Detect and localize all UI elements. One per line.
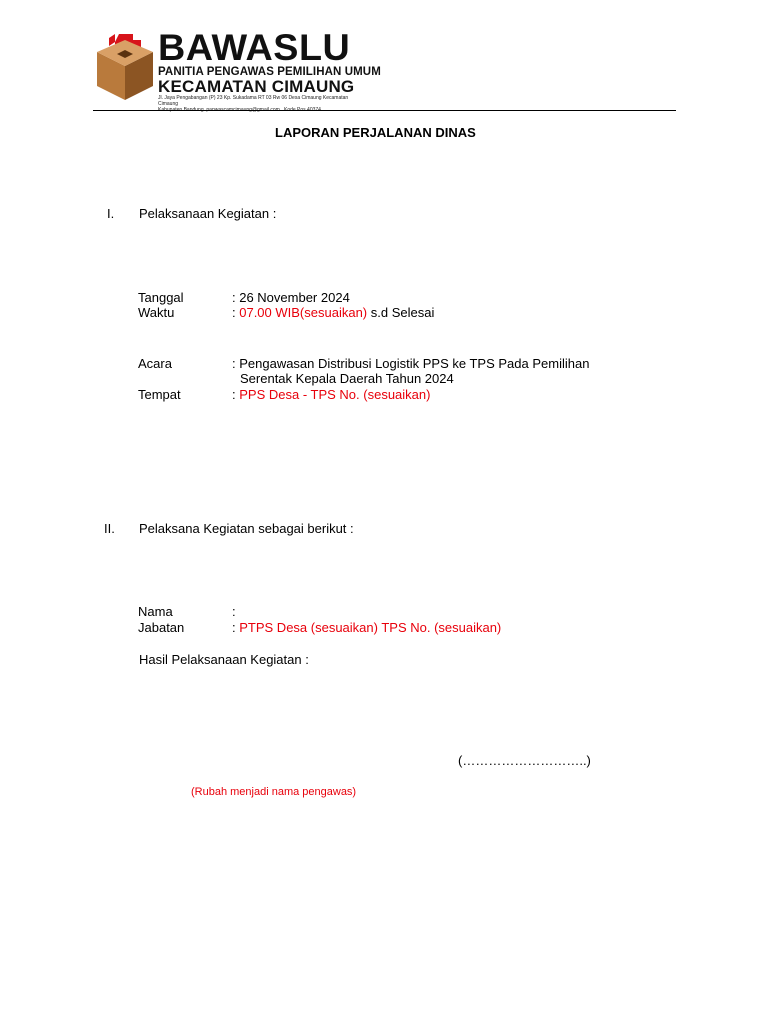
acara-label: Acara [138,356,172,371]
waktu-value-placeholder: 07.00 WIB(sesuaikan) [239,305,368,320]
nama-label: Nama [138,604,173,619]
org-address-line-1: Jl. Jaya Pengabangan (P) 23 Kp. Sukadama RT 03 Rw 06 Desa Cimaung Kecamatan Cimaung [158,95,349,107]
section-2-numeral: II. [104,521,115,536]
jabatan-value: : PTPS Desa (sesuaikan) TPS No. (sesuaikan) [232,620,502,635]
letterhead-divider [93,110,676,111]
org-subtitle-1: PANITIA PENGAWAS PEMILIHAN UMUM [158,66,381,78]
signature-note: (Rubah menjadi nama pengawas) [191,786,357,798]
tanggal-label: Tanggal [138,290,184,305]
hasil-label: Hasil Pelaksanaan Kegiatan : [139,652,309,667]
waktu-value: : 07.00 WIB(sesuaikan) s.d Selesai [232,305,435,320]
jabatan-value-placeholder: PTPS Desa (sesuaikan) TPS No. (sesuaikan) [239,620,502,635]
acara-value-line-2: Serentak Kepala Daerah Tahun 2024 [240,371,454,386]
tempat-value: : PPS Desa - TPS No. (sesuaikan) [232,387,431,402]
org-name: BAWASLU [158,27,351,68]
tempat-value-placeholder: PPS Desa - TPS No. (sesuaikan) [239,387,431,402]
acara-value-line-1: : Pengawasan Distribusi Logistik PPS ke TPS Pada Pemilihan [232,356,590,371]
tempat-label: Tempat [138,387,181,402]
section-1-heading: Pelaksanaan Kegiatan : [139,206,277,221]
nama-value: : [232,604,236,619]
tanggal-value: : 26 November 2024 [232,290,350,305]
org-address-line-2: Kabupaten Bandung. panwascamcimaung@gmail.com . Kode Pos 40374 [158,107,321,113]
letterhead-block [158,27,381,113]
org-subtitle-2: KECAMATAN CIMAUNG [158,77,355,96]
signature-placeholder: (………………………..) [458,753,591,768]
document-title: LAPORAN PERJALANAN DINAS [275,125,476,140]
jabatan-label: Jabatan [138,620,185,635]
section-2-heading: Pelaksana Kegiatan sebagai berikut : [139,521,354,536]
section-1-numeral: I. [107,206,115,221]
bawaslu-logo [95,32,155,102]
waktu-label: Waktu [138,305,175,320]
